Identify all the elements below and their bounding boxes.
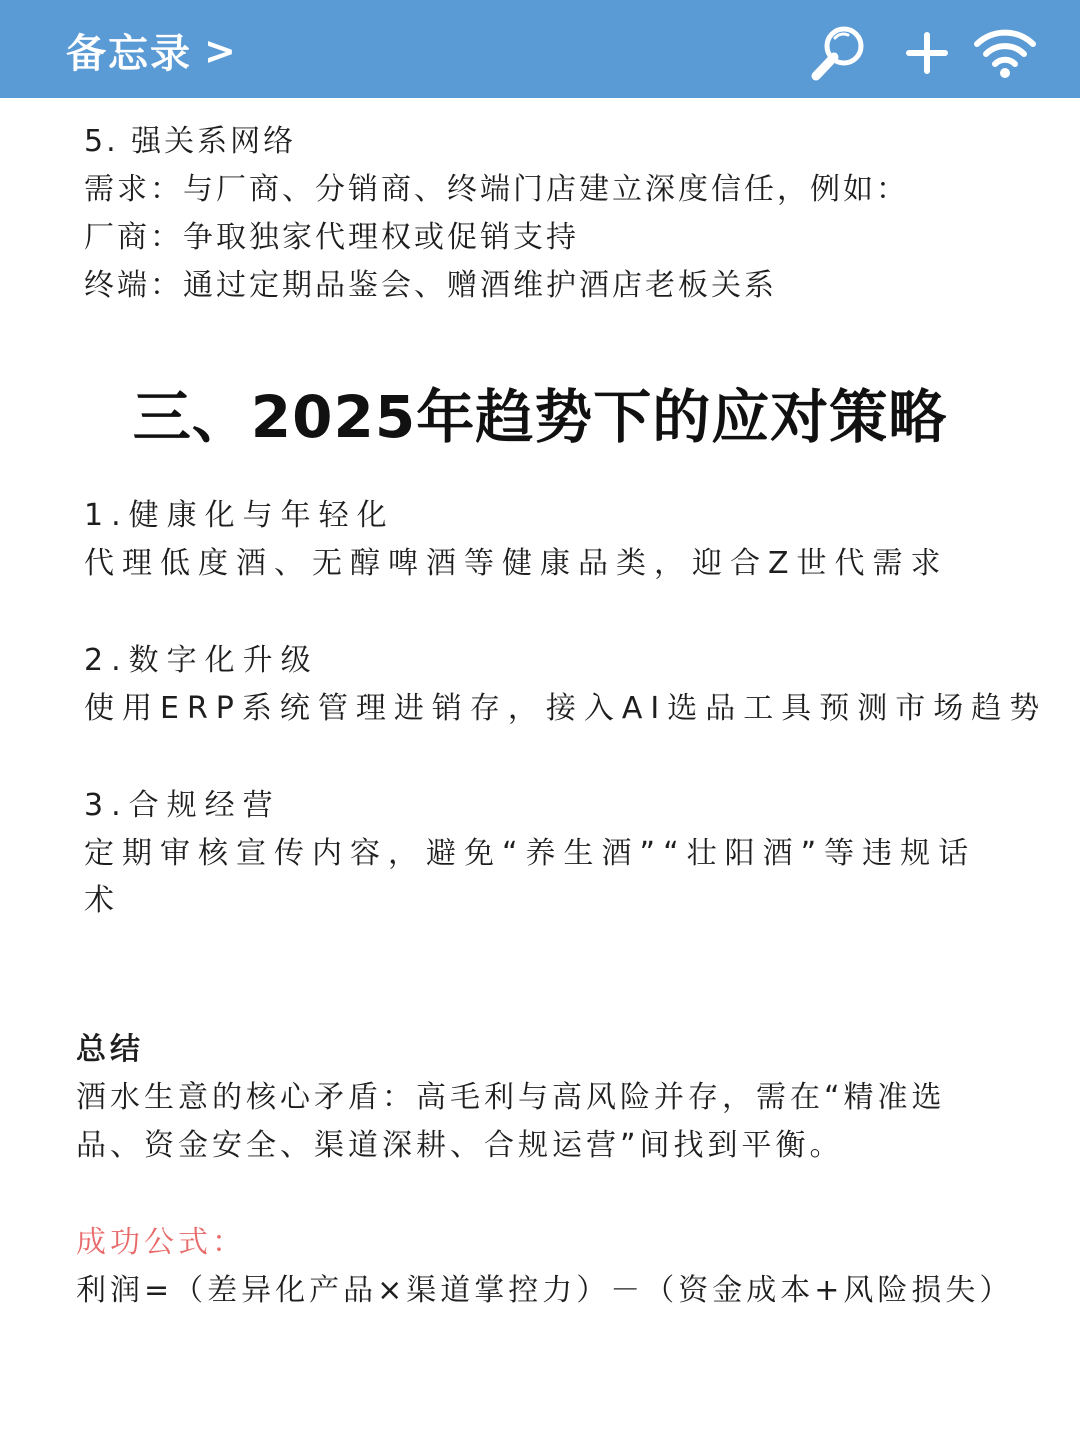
search-icon[interactable] xyxy=(808,22,870,84)
strategy-body: 定期审核宣传内容，避免“养生酒”“壮阳酒”等违规话 xyxy=(84,836,977,871)
section-heading: 三、2025年趋势下的应对策略 xyxy=(132,383,948,451)
summary-title: 总结 xyxy=(76,1032,144,1067)
back-label: 备忘录 xyxy=(66,31,192,77)
chevron-right-icon: > xyxy=(204,28,238,73)
prev-section-line: 需求：与厂商、分销商、终端门店建立深度信任，例如： xyxy=(84,172,909,207)
wifi-icon[interactable] xyxy=(972,22,1038,84)
top-navigation-bar xyxy=(0,0,1080,98)
prev-section-title: 5. 强关系网络 xyxy=(84,124,297,159)
summary-line: 酒水生意的核心矛盾：高毛利与高风险并存，需在“精准选 xyxy=(76,1080,946,1115)
prev-section-line: 终端：通过定期品鉴会、赠酒维护酒店老板关系 xyxy=(84,268,777,303)
strategy-body: 使用ERP系统管理进销存，接入AI选品工具预测市场趋势 xyxy=(84,691,1048,726)
note-content[interactable] xyxy=(0,98,1080,1440)
strategy-title: 2.数字化升级 xyxy=(84,643,319,678)
back-to-notes-button[interactable] xyxy=(66,22,238,79)
formula-text: 利润=（差异化产品×渠道掌控力）－（资金成本+风险损失） xyxy=(76,1273,1014,1308)
strategy-title: 3.合规经营 xyxy=(84,788,281,823)
strategy-title: 1.健康化与年轻化 xyxy=(84,498,395,533)
prev-section-line: 厂商：争取独家代理权或促销支持 xyxy=(84,220,579,255)
plus-icon[interactable] xyxy=(896,22,958,84)
summary-line: 品、资金安全、渠道深耕、合规运营”间找到平衡。 xyxy=(76,1128,844,1163)
strategy-body: 术 xyxy=(84,883,122,918)
formula-title: 成功公式： xyxy=(76,1225,246,1260)
strategy-body: 代理低度酒、无醇啤酒等健康品类，迎合Z世代需求 xyxy=(84,546,949,581)
